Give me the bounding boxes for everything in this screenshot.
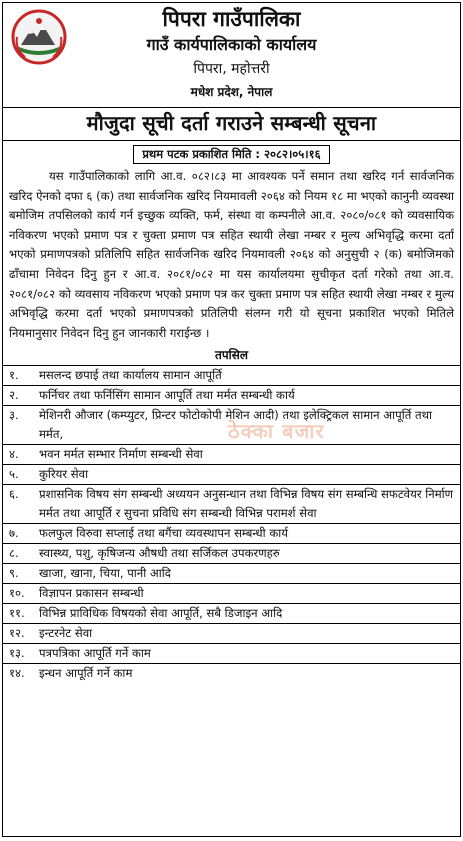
list-item-text: विज्ञापन प्रकासन सम्बन्धी: [39, 586, 144, 601]
list-item-text: विभिन्न प्राविधिक विषयको सेवा आपूर्ति, सबै डिजाइन आदि: [39, 606, 283, 621]
list-item-text: प्रशासनिक विषय संग सम्बन्धी अध्ययन अनुसन्धान तथा विभिन्न विषय संग सम्बन्धि सफटवेयर निर्माण मर्मत तथा आपूर्ति र सुचना प्रविधि संग सम्बन्धी विभिन्न परामर्श सेवा: [39, 487, 454, 521]
list-item: [3, 644, 460, 664]
list-item-text: पत्रपत्रिका आपूर्ति गर्ने काम: [39, 646, 151, 661]
notice-page: [2, 2, 461, 837]
list-item: [3, 584, 460, 604]
list-item: [3, 465, 460, 485]
list-title: तपसिल: [3, 345, 460, 366]
list-item-number: १३.: [9, 646, 25, 661]
publish-date-row: [3, 141, 460, 165]
list-item-text: खाजा, खाना, चिया, पानी आदि: [39, 566, 171, 581]
office-name: गाउँ कार्यपालिकाको कार्यालय: [146, 35, 317, 54]
list-item-number: २.: [9, 388, 19, 403]
list-item-text: इन्टरनेट सेवा: [39, 626, 93, 641]
list-item-text: फलफुल विरुवा सप्लाई तथा बगैंचा व्यवस्थापन सम्बन्धी कार्य: [39, 526, 288, 541]
list-item-number: ७.: [9, 526, 19, 541]
list-item-number: ११.: [9, 606, 25, 621]
notice-body: यस गाउँपालिकाको लागि आ.व. ०८२।८३ मा आवश्यक पर्ने समान तथा खरिद गर्न सार्वजनिक खरिद ऐनको दफा ६ (क) तथा सार्वजनिक खरिद नियमावली २०६४ को नियम १८ मा भएको कानुनी व्यवस्था बमोजिम तपसिलको कार्य गर्न इच्छुक व्यक्ति, फर्म, संस्था वा कम्पनीले आ.व. २०८०/०८१ को व्यवसायिक नविकरण भएको प्रमाण पत्र र चुक्ता प्रमाण पत्र सहित स्थायी लेखा नम्बर र मुल्य अभिवृद्धि करमा दर्ता भएको प्रमाणपत्रको प्रतिलिपि सहित सार्वजनिक खरिद नियमावली २०६४ को अनुसुची २ (क) बमोजिमको ढाँचामा निवेदन दिनु हुन र आ.व. २०८१/०८२ मा यस कार्यालयमा सुचीकृत दर्ता गरेको तथा आ.व. २०८१/०८२ को व्यवसाय नविकरण भएको प्रमाण पत्र कर चुक्ता प्रमाण पत्र सहित स्थायी लेखा नम्बर र मुल्य अभिवृद्धि करमा दर्ता भएको प्रमाणपत्रको प्रतिलिपी संलग्न गरी यो सूचना प्रकाशित भएको मितिले नियमानुसार निवेदन दिनु हुन जानकारी गराईन्छ ।: [9, 169, 454, 340]
list-item: [3, 485, 460, 524]
province-country: मधेश प्रदेश, नेपाल: [190, 85, 273, 99]
watermark-logo: ठेक्का बजार: [228, 419, 325, 443]
list-item-number: १२.: [9, 626, 25, 641]
list-item: [3, 524, 460, 544]
office-header: [3, 3, 460, 108]
list-item-number: १.: [9, 368, 19, 383]
publish-date: प्रथम पटक प्रकाशित मिति : २०८२।०५।१६: [133, 145, 329, 164]
list-item-number: ८.: [9, 546, 19, 561]
list-item: [3, 445, 460, 465]
list-item-text: मेशिनरी औजार (कम्प्युटर, प्रिन्टर फोटोकोपी मेशिन आदी) तथा इलेक्ट्रिकल सामान आपूर्ति तथा मर्मत,: [39, 408, 433, 442]
municipality-name: पिपरा गाउँपालिका: [162, 7, 301, 31]
list-item-number: ६.: [9, 487, 19, 502]
list-item-text: इन्धन आपूर्ति गर्ने काम: [39, 666, 133, 681]
list-item-number: ३.: [9, 408, 19, 423]
list-item-text: कुरियर सेवा: [39, 467, 89, 482]
list-item: [3, 604, 460, 624]
list-item-number: ५.: [9, 467, 19, 482]
list-item: [3, 386, 460, 406]
list-item: [3, 624, 460, 644]
list-item-number: १०.: [9, 586, 25, 601]
list-item-text: मसलन्द छपाई तथा कार्यालय सामान आपूर्ति: [39, 368, 222, 383]
list-item-number: ९.: [9, 566, 19, 581]
list-item-number: ४.: [9, 447, 19, 462]
list-item-text: फर्निचर तथा फर्निसिंग सामान आपूर्ति तथा मर्मत सम्बन्धी कार्य: [39, 388, 295, 403]
list-item-number: १४.: [9, 666, 25, 681]
office-location: पिपरा, महोत्तरी: [193, 61, 270, 77]
notice-title: मौजुदा सूची दर्ता गराउने सम्बन्धी सूचना: [3, 108, 460, 141]
list-item-text: स्वास्थ्य, पशु, कृषिजन्य औषधी तथा सर्जिकल उपकरणहरु: [39, 546, 280, 561]
list-item: [3, 664, 460, 683]
list-item: [3, 544, 460, 564]
list-item: [3, 366, 460, 386]
service-list: [3, 366, 460, 683]
list-item-text: भवन मर्मत सम्भार निर्माण सम्बन्धी सेवा: [39, 447, 203, 462]
list-item: [3, 564, 460, 584]
